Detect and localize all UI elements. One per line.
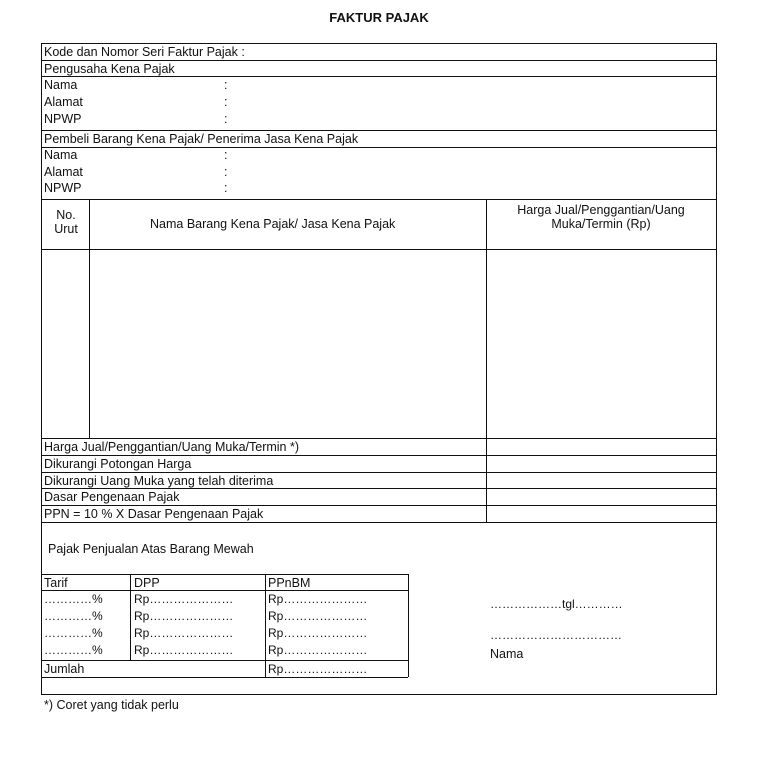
column-divider xyxy=(408,574,409,677)
ppnbm-dpp-cell: Rp………………… xyxy=(134,643,234,657)
divider xyxy=(41,438,717,439)
divider xyxy=(41,147,717,148)
ppnbm-header-ppnbm: PPnBM xyxy=(268,576,311,590)
colon: : xyxy=(224,95,228,109)
signature-blank-line: …………………………… xyxy=(490,628,622,642)
divider xyxy=(41,199,717,200)
ppnbm-value-cell: Rp………………… xyxy=(268,643,368,657)
pembeli-heading: Pembeli Barang Kena Pajak/ Penerima Jasa Kena Pajak xyxy=(44,132,359,146)
ppnbm-total-value: Rp………………… xyxy=(268,662,368,676)
divider xyxy=(41,130,717,131)
colon: : xyxy=(224,165,228,179)
summary-dpp: Dasar Pengenaan Pajak xyxy=(44,490,180,504)
signature-name-label: Nama xyxy=(490,647,524,661)
pembeli-alamat-label: Alamat xyxy=(44,165,83,179)
ppnbm-tarif-cell: …………% xyxy=(44,609,103,623)
summary-harga-jual: Harga Jual/Penggantian/Uang Muka/Termin *) xyxy=(44,440,299,454)
divider xyxy=(41,660,408,661)
divider xyxy=(41,522,717,523)
signature-date-line: ………………tgl………… xyxy=(490,597,623,611)
col-nama-barang-header: Nama Barang Kena Pajak/ Jasa Kena Pajak xyxy=(150,217,396,231)
column-divider xyxy=(265,574,266,677)
divider xyxy=(41,590,408,591)
footnote: *) Coret yang tidak perlu xyxy=(44,698,179,712)
col-harga-header: Harga Jual/Penggantian/Uang Muka/Termin (Rp) xyxy=(517,203,685,231)
pkp-heading: Pengusaha Kena Pajak xyxy=(44,62,175,76)
ppnbm-total-label: Jumlah xyxy=(44,662,85,676)
col-no-urut-header: No. Urut xyxy=(54,208,78,236)
ppnbm-dpp-cell: Rp………………… xyxy=(134,626,234,640)
divider xyxy=(41,472,717,473)
summary-ppn: PPN = 10 % X Dasar Pengenaan Pajak xyxy=(44,507,264,521)
divider xyxy=(41,505,717,506)
divider xyxy=(41,677,408,678)
divider xyxy=(41,60,717,61)
column-divider xyxy=(89,199,90,438)
ppnbm-value-cell: Rp………………… xyxy=(268,609,368,623)
divider xyxy=(41,76,717,77)
kode-seri-label: Kode dan Nomor Seri Faktur Pajak : xyxy=(44,45,245,59)
ppnbm-dpp-cell: Rp………………… xyxy=(134,592,234,606)
ppnbm-tarif-cell: …………% xyxy=(44,643,103,657)
pembeli-nama-label: Nama xyxy=(44,148,78,162)
column-divider xyxy=(486,199,487,522)
ppnbm-value-cell: Rp………………… xyxy=(268,592,368,606)
ppnbm-header-dpp: DPP xyxy=(134,576,160,590)
ppnbm-tarif-cell: …………% xyxy=(44,626,103,640)
ppnbm-dpp-cell: Rp………………… xyxy=(134,609,234,623)
document-title: FAKTUR PAJAK xyxy=(329,10,429,25)
divider xyxy=(41,455,717,456)
colon: : xyxy=(224,181,228,195)
colon: : xyxy=(224,112,228,126)
divider xyxy=(41,574,408,575)
pkp-alamat-label: Alamat xyxy=(44,95,83,109)
pkp-npwp-label: NPWP xyxy=(44,112,82,126)
pembeli-npwp-label: NPWP xyxy=(44,181,82,195)
colon: : xyxy=(224,148,228,162)
divider xyxy=(41,488,717,489)
summary-uang-muka: Dikurangi Uang Muka yang telah diterima xyxy=(44,474,274,488)
ppnbm-header-tarif: Tarif xyxy=(44,576,68,590)
ppnbm-value-cell: Rp………………… xyxy=(268,626,368,640)
ppnbm-heading: Pajak Penjualan Atas Barang Mewah xyxy=(48,542,254,556)
colon: : xyxy=(224,78,228,92)
pkp-nama-label: Nama xyxy=(44,78,78,92)
column-divider xyxy=(130,574,131,660)
divider xyxy=(41,249,717,250)
ppnbm-tarif-cell: …………% xyxy=(44,592,103,606)
summary-potongan: Dikurangi Potongan Harga xyxy=(44,457,192,471)
